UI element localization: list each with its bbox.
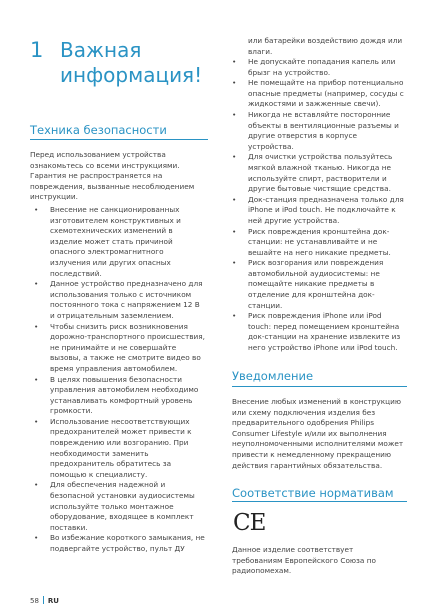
list-item: • Во избежание короткого замыкания, не подвергайте устройство, пульт ДУ: [34, 533, 206, 554]
list-item: • Для обеспечения надежной и безопасной установки аудиосистемы используйте только монтажное оборудование, входящее в комплект поставки.: [34, 480, 206, 533]
compliance-heading: Соответствие нормативам: [232, 486, 394, 500]
page-footer: [30, 596, 59, 605]
language-code: RU: [47, 597, 59, 605]
list-item: • Никогда не вставляйте посторонние объекты в вентиляционные разъемы и другие отверстия в корпусе устройства.: [232, 110, 404, 152]
chapter-title: Важная информация!: [60, 38, 203, 87]
safety-heading: Техника безопасности: [30, 123, 167, 137]
list-item: • Риск возгорания или повреждения автомобильной аудиосистемы: не помещайте никакие предметы в отделение для кронштейна док-станции.: [232, 258, 404, 311]
list-item: • Не помещайте на прибор потенциально опасные предметы (например, сосуды с жидкостями и зажженные свечи).: [232, 78, 404, 110]
list-item: • В целях повышения безопасности управления автомобилем необходимо устанавливать комфортный уровень громкости.: [34, 375, 206, 417]
safety-continued: или батарейки воздействию дождя или влаги.: [248, 36, 403, 56]
list-item: • Использование несоответствующих предохранителей может привести к повреждению или возгоранию. При необходимости заменить предохранитель обратитесь за помощью к специалисту.: [34, 417, 206, 481]
list-item: • Док-станция предназначена только для iPhone и iPod touch. Не подключайте к ней другие устройства.: [232, 195, 404, 227]
safety-heading-rule: [30, 139, 208, 140]
compliance-text: Данное изделие соответствует требованиям Европейского Союза по радиопомехам.: [232, 545, 376, 576]
safety-intro: Перед использованием устройства ознакомьтесь со всеми инструкциями. Гарантия не распространяется на повреждения, вызванные несоблюдением инструкции.: [30, 150, 195, 202]
ce-mark-icon: CE: [233, 510, 266, 536]
list-item: • Не допускайте попадания капель или брызг на устройство.: [232, 57, 404, 78]
notice-text: Внесение любых изменений в конструкцию или схему подключения изделия без предварительного одобрения Philips Consumer Lifestyle и/или их выполнения неуполномоченными исполнителями может привести к немедленному прекращению действия гарантийных обязательства.: [232, 397, 404, 470]
page-number: 58: [30, 597, 39, 605]
safety-list-right: [232, 57, 404, 354]
list-item: • Риск повреждения iPhone или iPod touch: перед помещением кронштейна док-станции на хранение извлеките из него устройство iPhone или iPod touch.: [232, 311, 404, 353]
notice-heading: Уведомление: [232, 369, 314, 383]
list-item: • Риск повреждения кронштейна док-станции: не устанавливайте и не вешайте на него никакие предметы.: [232, 227, 404, 259]
list-item: • Чтобы снизить риск возникновения дорожно-транспортного происшествия, не принимайте и не совершайте вызовы, а также не смотрите видео во время управления автомобилем.: [34, 322, 206, 375]
footer-separator: [43, 596, 44, 604]
list-item: • Данное устройство предназначено для использования только с источником постоянного тока с напряжением 12 В и отрицательным заземлением.: [34, 279, 206, 321]
notice-heading-rule: [232, 386, 407, 387]
compliance-heading-rule: [232, 501, 407, 502]
chapter-number: 1: [30, 38, 44, 62]
safety-list-left: [34, 205, 206, 555]
list-item: • Внесение не санкционированных изготовителем конструктивных и схемотехнических изменений в изделие может стать причиной опасного электромагнитного излучения или других опасных последствий.: [34, 205, 206, 279]
list-item: • Для очистки устройства пользуйтесь мягкой влажной тканью. Никогда не используйте спирт, растворители и другие бытовые чистящие средства.: [232, 152, 404, 194]
